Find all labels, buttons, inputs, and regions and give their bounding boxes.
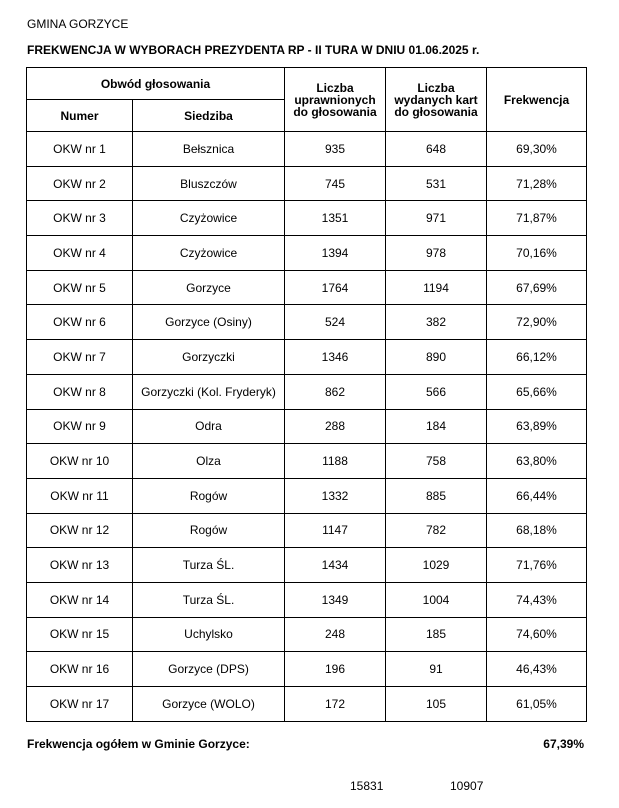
- cell-issued: 185: [386, 617, 487, 652]
- cell-eligible: 248: [285, 617, 386, 652]
- cell-seat: Gorzyczki (Kol. Fryderyk): [133, 374, 285, 409]
- cell-eligible: 1332: [285, 478, 386, 513]
- cell-eligible: 524: [285, 305, 386, 340]
- cell-number: OKW nr 16: [27, 652, 133, 687]
- municipality-title: GMINA GORZYCE: [27, 17, 129, 31]
- cell-turnout: 46,43%: [487, 652, 587, 687]
- cell-issued: 648: [386, 132, 487, 167]
- cell-seat: Bełsznica: [133, 132, 285, 167]
- cell-seat: Uchylsko: [133, 617, 285, 652]
- cell-eligible: 1351: [285, 201, 386, 236]
- cell-seat: Gorzyce (DPS): [133, 652, 285, 687]
- header-seat: Siedziba: [133, 100, 285, 132]
- header-eligible-voters: [285, 68, 386, 132]
- cell-seat: Turza ŚL.: [133, 548, 285, 583]
- document-title: FREKWENCJA W WYBORACH PREZYDENTA RP - II TURA W DNIU 01.06.2025 r.: [27, 43, 480, 57]
- overall-turnout-value: 67,39%: [543, 737, 584, 751]
- cell-issued: 531: [386, 166, 487, 201]
- cell-number: OKW nr 11: [27, 478, 133, 513]
- cell-seat: Turza ŚL.: [133, 582, 285, 617]
- cell-issued: 1029: [386, 548, 487, 583]
- cell-issued: 782: [386, 513, 487, 548]
- cell-turnout: 68,18%: [487, 513, 587, 548]
- cell-turnout: 69,30%: [487, 132, 587, 167]
- header-turnout: Frekwencja: [487, 68, 587, 132]
- cell-issued: 971: [386, 201, 487, 236]
- cell-number: OKW nr 10: [27, 444, 133, 479]
- table-row: [27, 132, 587, 167]
- cell-number: OKW nr 17: [27, 687, 133, 722]
- cell-seat: Gorzyczki: [133, 340, 285, 375]
- cell-issued: 1194: [386, 270, 487, 305]
- cell-number: OKW nr 6: [27, 305, 133, 340]
- table-row: [27, 444, 587, 479]
- table-row: [27, 340, 587, 375]
- cell-seat: Olza: [133, 444, 285, 479]
- cell-eligible: 1394: [285, 236, 386, 271]
- cell-seat: Gorzyce (WOLO): [133, 687, 285, 722]
- header-issued-line3: do głosowania: [394, 104, 478, 119]
- header-issued-line2: wydanych kart: [394, 92, 478, 107]
- table-row: [27, 582, 587, 617]
- table-row: [27, 166, 587, 201]
- cell-eligible: 1147: [285, 513, 386, 548]
- cell-number: OKW nr 4: [27, 236, 133, 271]
- cell-turnout: 66,12%: [487, 340, 587, 375]
- cell-issued: 1004: [386, 582, 487, 617]
- cell-eligible: 862: [285, 374, 386, 409]
- table-row: [27, 305, 587, 340]
- cell-issued: 105: [386, 687, 487, 722]
- table-row: [27, 409, 587, 444]
- table-row: [27, 201, 587, 236]
- cell-turnout: 65,66%: [487, 374, 587, 409]
- cell-eligible: 288: [285, 409, 386, 444]
- cell-turnout: 63,89%: [487, 409, 587, 444]
- cell-turnout: 71,76%: [487, 548, 587, 583]
- cell-eligible: 196: [285, 652, 386, 687]
- cell-number: OKW nr 7: [27, 340, 133, 375]
- cell-eligible: 1346: [285, 340, 386, 375]
- table-row: [27, 513, 587, 548]
- header-eligible-line3: do głosowania: [293, 104, 377, 119]
- cell-seat: Czyżowice: [133, 236, 285, 271]
- table-row: [27, 374, 587, 409]
- turnout-table: [26, 67, 587, 722]
- cell-number: OKW nr 15: [27, 617, 133, 652]
- cell-eligible: 1764: [285, 270, 386, 305]
- cell-seat: Gorzyce: [133, 270, 285, 305]
- cell-turnout: 67,69%: [487, 270, 587, 305]
- cell-number: OKW nr 5: [27, 270, 133, 305]
- header-issued-ballots: [386, 68, 487, 132]
- overall-turnout-label: Frekwencja ogółem w Gminie Gorzyce:: [27, 737, 250, 751]
- cell-turnout: 74,60%: [487, 617, 587, 652]
- cell-issued: 885: [386, 478, 487, 513]
- cell-seat: Czyżowice: [133, 201, 285, 236]
- cell-turnout: 74,43%: [487, 582, 587, 617]
- cell-number: OKW nr 8: [27, 374, 133, 409]
- table-row: [27, 270, 587, 305]
- cell-eligible: 1188: [285, 444, 386, 479]
- total-eligible: 15831: [350, 779, 384, 793]
- table-row: [27, 652, 587, 687]
- table-row: [27, 617, 587, 652]
- header-number: Numer: [27, 100, 133, 132]
- cell-seat: Rogów: [133, 478, 285, 513]
- cell-issued: 382: [386, 305, 487, 340]
- cell-issued: 184: [386, 409, 487, 444]
- cell-issued: 978: [386, 236, 487, 271]
- cell-number: OKW nr 12: [27, 513, 133, 548]
- cell-issued: 566: [386, 374, 487, 409]
- cell-issued: 758: [386, 444, 487, 479]
- table-row: [27, 687, 587, 722]
- cell-issued: 890: [386, 340, 487, 375]
- cell-turnout: 63,80%: [487, 444, 587, 479]
- cell-eligible: 1434: [285, 548, 386, 583]
- cell-issued: 91: [386, 652, 487, 687]
- cell-number: OKW nr 1: [27, 132, 133, 167]
- cell-number: OKW nr 3: [27, 201, 133, 236]
- cell-seat: Gorzyce (Osiny): [133, 305, 285, 340]
- cell-eligible: 1349: [285, 582, 386, 617]
- cell-seat: Bluszczów: [133, 166, 285, 201]
- cell-number: OKW nr 9: [27, 409, 133, 444]
- table-row: [27, 478, 587, 513]
- header-eligible-line2: uprawnionych: [294, 92, 376, 107]
- table-row: [27, 236, 587, 271]
- header-issued-line1: Liczba: [417, 80, 455, 95]
- cell-turnout: 66,44%: [487, 478, 587, 513]
- cell-seat: Rogów: [133, 513, 285, 548]
- cell-number: OKW nr 2: [27, 166, 133, 201]
- cell-turnout: 71,87%: [487, 201, 587, 236]
- cell-eligible: 745: [285, 166, 386, 201]
- cell-eligible: 935: [285, 132, 386, 167]
- header-polling-district: Obwód głosowania: [27, 68, 285, 100]
- cell-turnout: 70,16%: [487, 236, 587, 271]
- total-issued: 10907: [450, 779, 484, 793]
- cell-number: OKW nr 14: [27, 582, 133, 617]
- cell-turnout: 71,28%: [487, 166, 587, 201]
- cell-seat: Odra: [133, 409, 285, 444]
- table-row: [27, 548, 587, 583]
- cell-number: OKW nr 13: [27, 548, 133, 583]
- cell-turnout: 61,05%: [487, 687, 587, 722]
- cell-turnout: 72,90%: [487, 305, 587, 340]
- header-eligible-line1: Liczba: [316, 80, 354, 95]
- cell-eligible: 172: [285, 687, 386, 722]
